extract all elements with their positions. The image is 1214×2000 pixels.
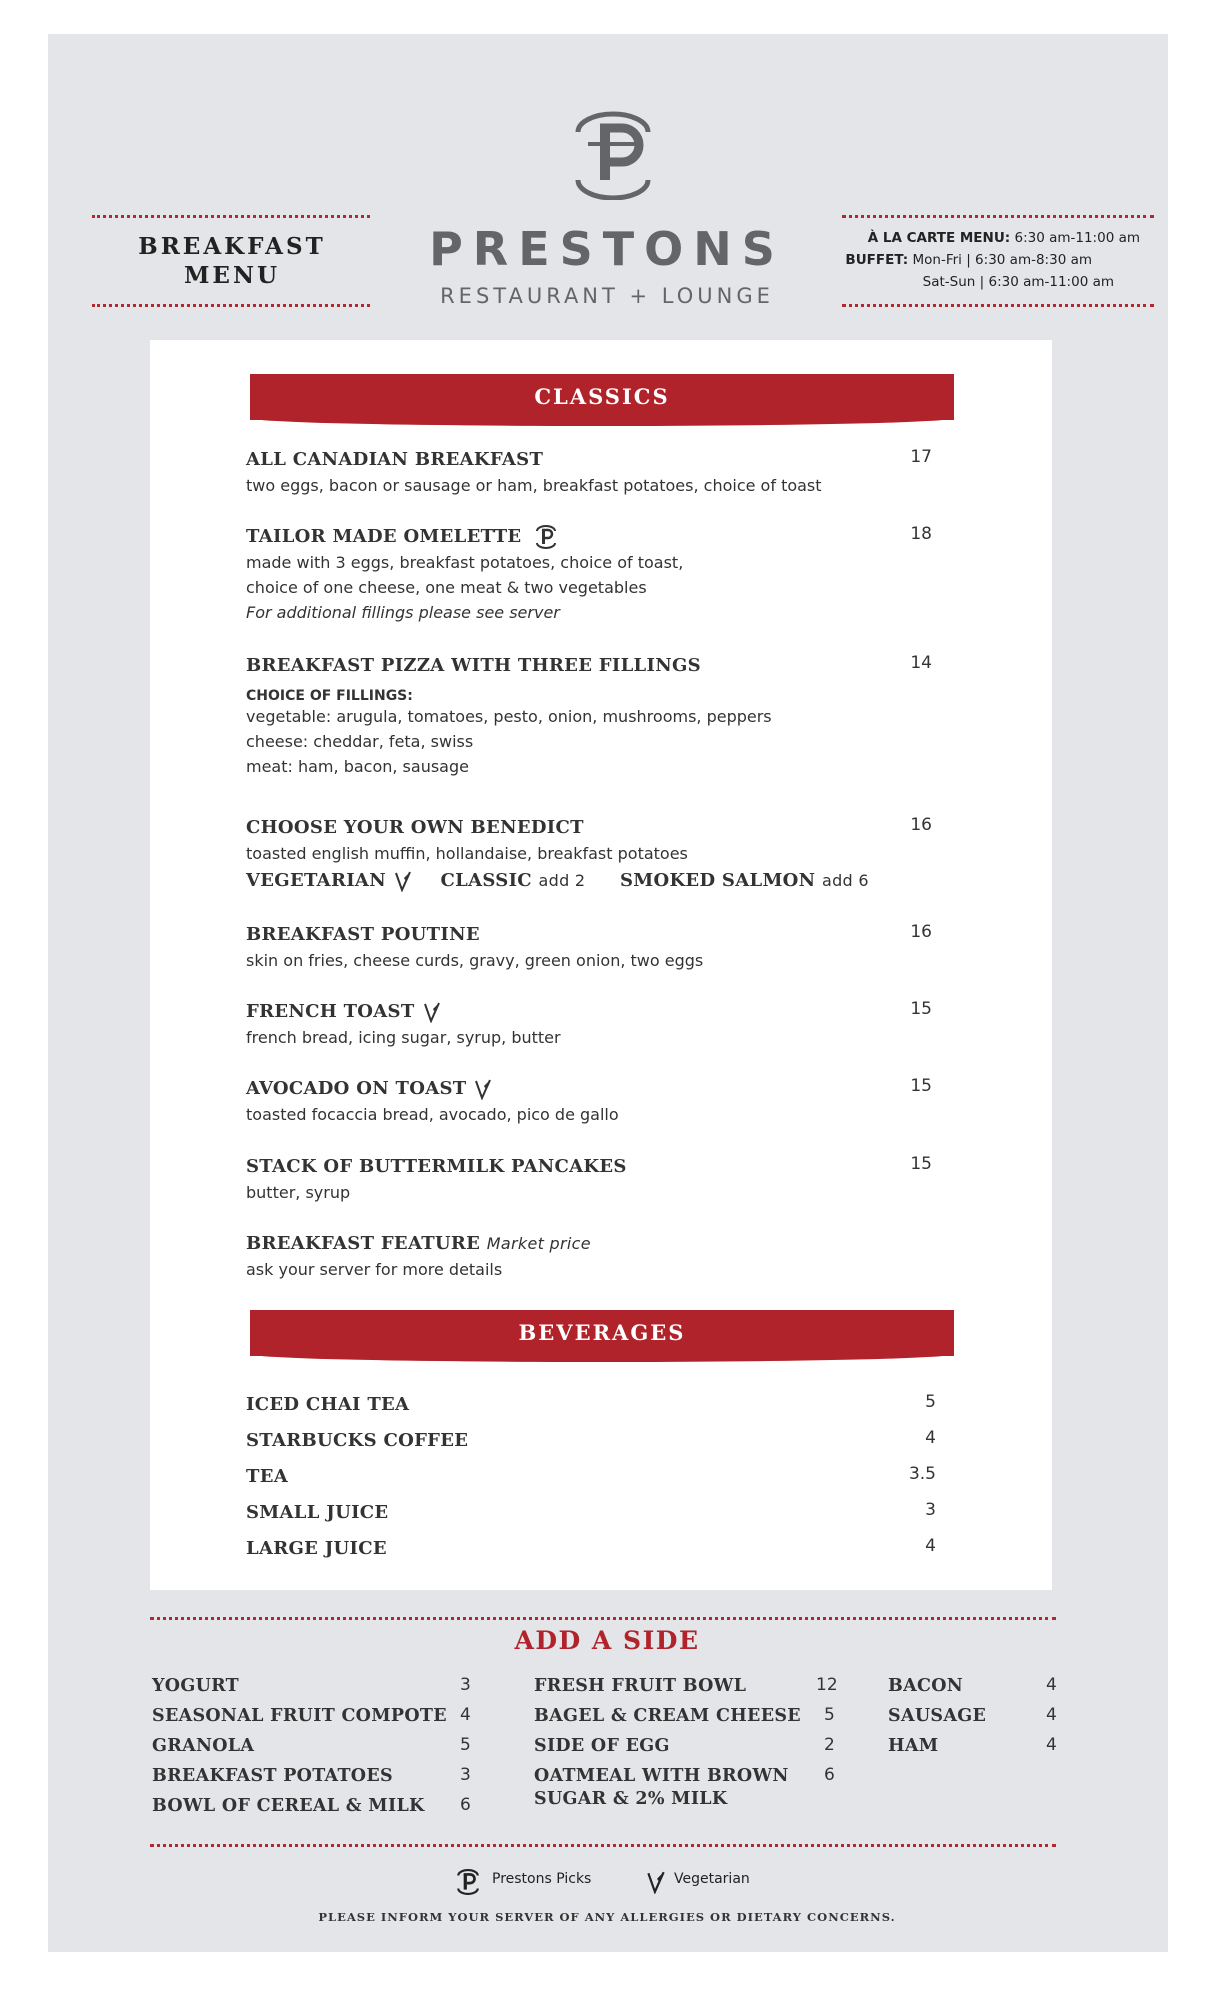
beverage-item: LARGE JUICE 4 xyxy=(246,1536,936,1559)
menu-item xyxy=(246,653,946,779)
menu-title: BREAKFAST MENU xyxy=(138,233,326,289)
beverage-item: SMALL JUICE 3 xyxy=(246,1500,936,1523)
side-item: OATMEAL WITH BROWN SUGAR & 2% MILK xyxy=(534,1766,789,1809)
side-price: 3 xyxy=(460,1675,471,1695)
item-price: 17 xyxy=(910,447,932,467)
item-desc: made with 3 eggs, breakfast potatoes, choice of toast, xyxy=(246,553,684,572)
legend-picks: Prestons Picks xyxy=(492,1871,592,1887)
item-desc: ask your server for more details xyxy=(246,1260,503,1279)
item-price: 16 xyxy=(910,922,932,942)
classics-banner: CLASSICS xyxy=(250,374,954,420)
side-item: BOWL OF CEREAL & MILK xyxy=(152,1796,425,1816)
beverage-item: TEA 3.5 xyxy=(246,1464,936,1487)
side-price: 2 xyxy=(824,1735,835,1755)
hours-a-la-carte: À LA CARTE MENU: 6:30 am-11:00 am xyxy=(867,230,1140,246)
item-name-row: BREAKFAST FEATURE Market price xyxy=(246,1233,591,1254)
divider xyxy=(150,1844,1056,1847)
item-name: STACK OF BUTTERMILK PANCAKES xyxy=(246,1156,627,1177)
item-note: For additional fillings please see server xyxy=(246,603,560,622)
prestons-picks-icon xyxy=(535,525,557,549)
item-name-row: FRENCH TOAST xyxy=(246,999,946,1025)
item-name-row: AVOCADO ON TOAST xyxy=(246,1076,946,1102)
hours-buffet-weekday: BUFFET: Mon-Fri | 6:30 am-8:30 am xyxy=(845,252,1092,268)
menu-item xyxy=(246,922,946,973)
menu-item xyxy=(246,815,946,894)
side-item: BAGEL & CREAM CHEESE xyxy=(534,1706,801,1726)
vegetarian-leaf-icon xyxy=(646,1870,666,1894)
side-price: 6 xyxy=(460,1795,471,1815)
item-desc: french bread, icing sugar, syrup, butter xyxy=(246,1028,561,1047)
item-price: 16 xyxy=(910,815,932,835)
item-desc: vegetable: arugula, tomatoes, pesto, onion, mushrooms, peppers xyxy=(246,707,772,726)
menu-item xyxy=(246,1154,946,1205)
divider xyxy=(842,215,1154,218)
side-item: HAM xyxy=(888,1736,939,1756)
item-price: 18 xyxy=(910,524,932,544)
hours-buffet-weekend: Sat-Sun | 6:30 am-11:00 am xyxy=(922,274,1114,290)
prestons-logo-icon xyxy=(570,110,656,200)
item-desc: two eggs, bacon or sausage or ham, breakfast potatoes, choice of toast xyxy=(246,476,822,495)
item-desc: meat: ham, bacon, sausage xyxy=(246,757,469,776)
divider xyxy=(92,304,370,307)
legend-vegetarian: Vegetarian xyxy=(674,1871,750,1887)
item-name: ALL CANADIAN BREAKFAST xyxy=(246,449,544,470)
item-price: 3.5 xyxy=(908,1464,936,1484)
divider xyxy=(842,304,1154,307)
item-desc: choice of one cheese, one meat & two vegetables xyxy=(246,578,647,597)
divider xyxy=(92,215,370,218)
item-name: CHOOSE YOUR OWN BENEDICT xyxy=(246,817,584,838)
vegetarian-leaf-icon xyxy=(394,870,412,892)
side-price: 6 xyxy=(824,1765,835,1785)
side-price: 4 xyxy=(460,1705,471,1725)
side-price: 4 xyxy=(1046,1675,1057,1695)
item-desc: toasted english muffin, hollandaise, breakfast potatoes xyxy=(246,844,688,863)
item-desc: cheese: cheddar, feta, swiss xyxy=(246,732,474,751)
side-item: FRESH FRUIT BOWL xyxy=(534,1676,747,1696)
benedict-options: VEGETARIAN CLASSIC add 2 SMOKED SALMON add 6 xyxy=(246,870,869,891)
vegetarian-leaf-icon xyxy=(474,1078,492,1100)
item-desc: skin on fries, cheese curds, gravy, green onion, two eggs xyxy=(246,951,704,970)
menu-item xyxy=(246,524,946,625)
menu-item xyxy=(246,999,946,1050)
restaurant-subtitle: RESTAURANT + LOUNGE xyxy=(440,284,774,308)
side-item: BACON xyxy=(888,1676,964,1696)
item-name: BREAKFAST PIZZA WITH THREE FILLINGS xyxy=(246,655,701,676)
item-price: 4 xyxy=(925,1536,936,1556)
item-name-row: TAILOR MADE OMELETTE xyxy=(246,524,946,550)
restaurant-name: PRESTONS xyxy=(429,222,785,276)
beverage-item: ICED CHAI TEA 5 xyxy=(246,1392,936,1415)
beverages-banner: BEVERAGES xyxy=(250,1310,954,1356)
hours-block xyxy=(820,227,1140,293)
side-item: YOGURT xyxy=(152,1676,240,1696)
item-price: 5 xyxy=(925,1392,936,1412)
allergy-notice: PLEASE INFORM YOUR SERVER OF ANY ALLERGIES OR DIETARY CONCERNS. xyxy=(318,1910,896,1924)
side-price: 12 xyxy=(816,1675,838,1695)
item-price: 3 xyxy=(925,1500,936,1520)
side-price: 3 xyxy=(460,1765,471,1785)
item-price: 15 xyxy=(910,999,932,1019)
side-item: SEASONAL FRUIT COMPOTE xyxy=(152,1706,447,1726)
side-price: 4 xyxy=(1046,1735,1057,1755)
vegetarian-leaf-icon xyxy=(423,1001,441,1023)
item-price: 15 xyxy=(910,1076,932,1096)
item-desc: butter, syrup xyxy=(246,1183,351,1202)
menu-item xyxy=(246,1231,946,1282)
item-price: 15 xyxy=(910,1154,932,1174)
menu-item xyxy=(246,1076,946,1127)
side-price: 5 xyxy=(460,1735,471,1755)
side-item: SAUSAGE xyxy=(888,1706,987,1726)
prestons-picks-icon xyxy=(456,1869,480,1895)
beverage-item: STARBUCKS COFFEE 4 xyxy=(246,1428,936,1451)
side-price: 4 xyxy=(1046,1705,1057,1725)
item-name: BREAKFAST POUTINE xyxy=(246,924,480,945)
side-item: SIDE OF EGG xyxy=(534,1736,670,1756)
item-desc: toasted focaccia bread, avocado, pico de gallo xyxy=(246,1105,619,1124)
side-item: GRANOLA xyxy=(152,1736,255,1756)
sides-title: ADD A SIDE xyxy=(514,1626,700,1655)
menu-item xyxy=(246,447,946,498)
item-price: 14 xyxy=(910,653,932,673)
item-price: 4 xyxy=(925,1428,936,1448)
side-price: 5 xyxy=(824,1705,835,1725)
fillings-label: CHOICE OF FILLINGS: xyxy=(246,688,413,704)
divider xyxy=(150,1617,1056,1620)
side-item: BREAKFAST POTATOES xyxy=(152,1766,393,1786)
